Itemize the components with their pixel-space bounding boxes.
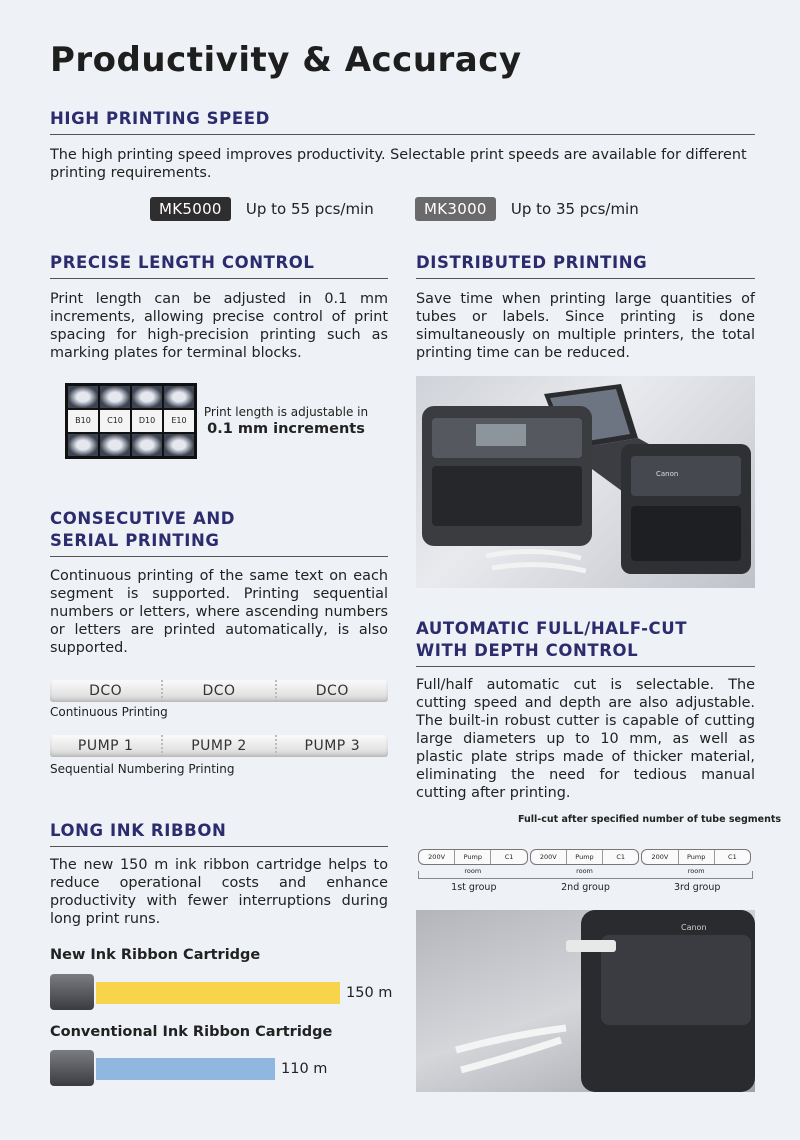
cutter-illustration xyxy=(416,910,755,1092)
consecutive-heading-line2: SERIAL PRINTING xyxy=(50,531,220,550)
bar-label-new: New Ink Ribbon Cartridge xyxy=(50,947,261,963)
tape-segment: DCO xyxy=(89,683,123,699)
group-label: 1st group xyxy=(451,882,497,893)
ink-ribbon-heading: LONG INK RIBBON xyxy=(50,820,388,847)
sample-label: D10 xyxy=(132,410,162,432)
tape-segment: PUMP 1 xyxy=(77,738,134,754)
cut-segment: C1 xyxy=(602,850,638,864)
cut-segment: C1 xyxy=(714,850,750,864)
consecutive-heading-line1: CONSECUTIVE AND xyxy=(50,509,236,528)
model-speed: Up to 55 pcs/min xyxy=(245,200,374,218)
cut-segment: 200V xyxy=(539,853,557,861)
cut-segment: Pump room xyxy=(566,850,602,864)
distributed-heading: DISTRIBUTED PRINTING xyxy=(416,252,755,279)
bar-value-conventional: 110 m xyxy=(281,1061,328,1077)
consecutive-text: Continuous printing of the same text on each segment is supported. Printing sequential numbers or letters, where ascending numbers or letters are printed automatically, is also supported. xyxy=(50,568,388,656)
cut-segment: 200V xyxy=(428,853,446,861)
cut-segment: C1 xyxy=(490,850,526,864)
cut-segment: 200V xyxy=(651,853,669,861)
sequential-label: Sequential Numbering Printing xyxy=(50,762,235,776)
label-sample-image xyxy=(65,383,197,459)
tape-segment: DCO xyxy=(161,680,274,702)
bar-label-conventional: Conventional Ink Ribbon Cartridge xyxy=(50,1024,333,1040)
high-speed-heading: HIGH PRINTING SPEED xyxy=(50,108,755,135)
group-bracket xyxy=(418,871,753,879)
sample-label: C10 xyxy=(100,410,130,432)
cut-segment: Pump room xyxy=(678,850,714,864)
tape-segment: PUMP 2 xyxy=(161,735,274,757)
group-label: 3rd group xyxy=(673,882,721,893)
cut-diagram xyxy=(418,849,753,875)
svg-text:Canon: Canon xyxy=(656,470,679,478)
printers-illustration xyxy=(416,376,755,588)
cut-group xyxy=(418,849,528,875)
cut-group xyxy=(641,849,751,875)
continuous-tape xyxy=(50,680,388,702)
auto-cut-heading xyxy=(416,618,755,667)
length-caption-line1: Print length is adjustable in xyxy=(203,405,369,419)
ink-ribbon-text: The new 150 m ink ribbon cartridge helps to reduce operational costs and enhance productivity with fewer interruptions during long print runs. xyxy=(50,857,388,927)
precise-length-heading: PRECISE LENGTH CONTROL xyxy=(50,252,388,279)
continuous-label: Continuous Printing xyxy=(50,705,168,719)
cartridge-icon xyxy=(50,1050,94,1086)
auto-cut-heading-line1: AUTOMATIC FULL/HALF-CUT xyxy=(416,619,688,638)
model-mk3000 xyxy=(415,197,639,221)
model-chip: MK3000 xyxy=(415,197,496,221)
group-labels xyxy=(418,882,753,893)
distributed-text: Save time when printing large quantities of tubes or labels. Since printing is done simultaneously on multiple printers, the total printing time can be reduced. xyxy=(416,291,755,361)
model-speed: Up to 35 pcs/min xyxy=(510,200,639,218)
model-mk5000 xyxy=(150,197,374,221)
tape-segment: PUMP 3 xyxy=(275,735,388,757)
length-caption-line2: 0.1 mm increments xyxy=(207,421,365,437)
sample-label: B10 xyxy=(68,410,98,432)
group-label: 2nd group xyxy=(561,882,610,893)
bar-value-new: 150 m xyxy=(346,985,393,1001)
printers-photo xyxy=(416,376,755,588)
sample-label: E10 xyxy=(164,410,194,432)
auto-cut-text: Full/half automatic cut is selectable. The cutting speed and depth are also adjustable. The built-in robust cutter is capable of cutting large diameters up to 10 mm, as well as plastic plate strips made of thicker material, eliminating the need for tedious manual cutting after printing. xyxy=(416,677,755,801)
svg-text:Canon: Canon xyxy=(681,923,707,932)
sequential-tape xyxy=(50,735,388,757)
ribbon-bar-conventional xyxy=(96,1058,275,1080)
consecutive-heading xyxy=(50,508,388,557)
page-title: Productivity & Accuracy xyxy=(50,40,522,80)
model-chip: MK5000 xyxy=(150,197,231,221)
cartridge-icon xyxy=(50,974,94,1010)
high-speed-text: The high printing speed improves productivity. Selectable print speeds are available for different printing requirements. xyxy=(50,147,747,181)
auto-cut-heading-line2: WITH DEPTH CONTROL xyxy=(416,641,639,660)
precise-length-text: Print length can be adjusted in 0.1 mm increments, allowing precise control of print spacing for high-precision printing such as marking plates for terminal blocks. xyxy=(50,291,388,361)
cutter-photo xyxy=(416,910,755,1092)
cut-diagram-caption: Full-cut after specified number of tube segments xyxy=(518,814,782,825)
ribbon-bar-new xyxy=(96,982,340,1004)
length-caption xyxy=(196,405,376,437)
cut-segment: Pump room xyxy=(454,850,490,864)
tape-segment: DCO xyxy=(275,680,388,702)
cut-group xyxy=(530,849,640,875)
